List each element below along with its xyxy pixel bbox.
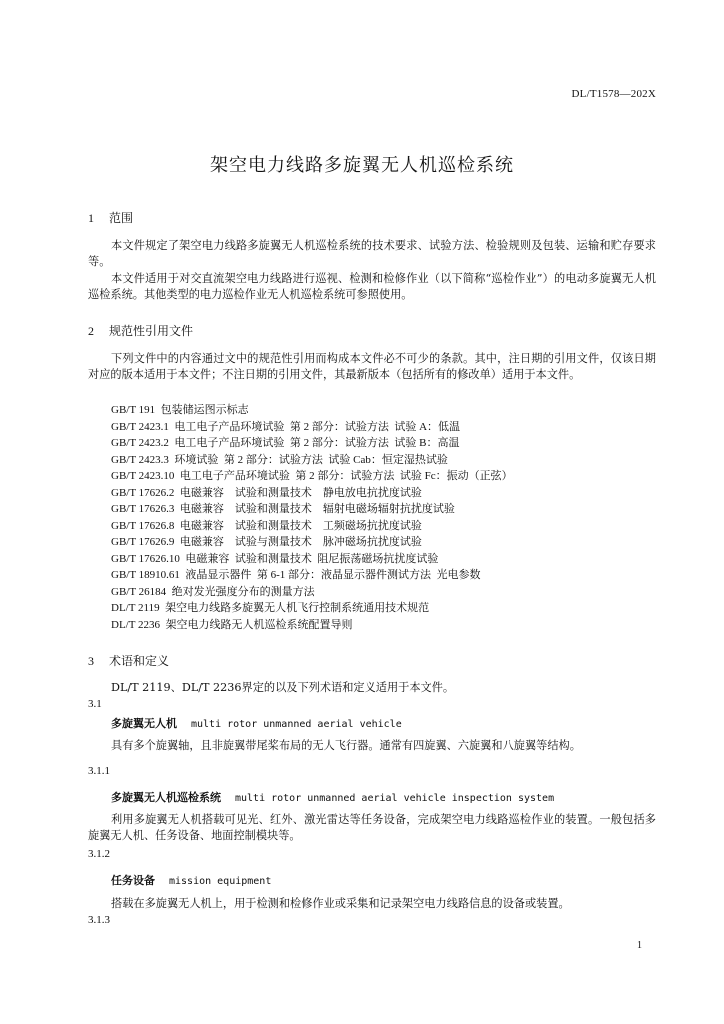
term-definition: 利用多旋翼无人机搭载可见光、红外、激光雷达等任务设备，完成架空电力线路巡检作业的装置。一般包括多旋翼无人机、任务设备、地面控制模块等。: [88, 813, 656, 842]
term-english: mission equipment: [169, 876, 272, 887]
reference-item: GB/T 17626.9 电磁兼容 试验与测量技术 脉冲磁场抗扰度试验: [111, 536, 422, 548]
term-english: multi rotor unmanned aerial vehicle: [191, 719, 402, 730]
clause-number: 3.1.2: [88, 848, 110, 860]
term-entry: [111, 789, 554, 805]
reference-item: GB/T 18910.61 液晶显示器件 第 6-1 部分：液晶显示器件测试方法 光电参数: [111, 569, 481, 581]
reference-item: GB/T 2423.1 电工电子产品环境试验 第 2 部分：试验方法 试验 A：低温: [111, 420, 461, 433]
reference-item: GB/T 2423.2 电工电子产品环境试验 第 2 部分：试验方法 试验 B：高温: [111, 437, 460, 449]
section-1-heading: [88, 209, 133, 226]
section-number: 3: [88, 654, 94, 668]
term-english: multi rotor unmanned aerial vehicle inspection system: [235, 793, 555, 804]
scope-paragraph-1: 本文件规定了架空电力线路多旋翼无人机巡检系统的技术要求、试验方法、检验规则及包装、运输和贮存要求等。: [88, 239, 656, 268]
reference-item: GB/T 2423.10 电工电子产品环境试验 第 2 部分：试验方法 试验 Fc：振动（正弦）: [111, 470, 513, 482]
page-title: 架空电力线路多旋翼无人机巡检系统: [210, 155, 514, 176]
reference-item: GB/T 17626.3 电磁兼容 试验和测量技术 辐射电磁场辐射抗扰度试验: [111, 503, 455, 515]
term-chinese: 任务设备: [111, 874, 155, 887]
reference-item: GB/T 17626.2 电磁兼容 试验和测量技术 静电放电抗扰度试验: [111, 486, 422, 499]
section-title: 规范性引用文件: [109, 324, 194, 338]
term-entry: [111, 872, 271, 888]
reference-item: DL/T 2236 架空电力线路无人机巡检系统配置导则: [111, 618, 353, 631]
clause-number: 3.1: [88, 698, 102, 710]
reference-item: GB/T 17626.10 电磁兼容 试验和测量技术 阻尼振荡磁场抗扰度试验: [111, 552, 439, 565]
section-3-heading: [88, 652, 169, 669]
reference-item: GB/T 2423.3 环境试验 第 2 部分：试验方法 试验 Cab：恒定湿热试验: [111, 453, 448, 466]
reference-item: GB/T 191 包装储运图示标志: [111, 404, 249, 416]
section-title: 术语和定义: [109, 654, 170, 668]
reference-list: [111, 402, 513, 633]
term-definition: 具有多个旋翼轴，且非旋翼带尾桨布局的无人飞行器。通常有四旋翼、六旋翼和八旋翼等结构。: [111, 739, 581, 752]
term-definition: 搭载在多旋翼无人机上，用于检测和检修作业或采集和记录架空电力线路信息的设备或装置。: [111, 897, 570, 910]
reference-item: DL/T 2119 架空电力线路多旋翼无人机飞行控制系统通用技术规范: [111, 602, 430, 614]
section-2-heading: [88, 322, 193, 339]
terms-intro: DL/T 2119、DL/T 2236界定的以及下列术语和定义适用于本文件。: [111, 681, 455, 694]
section-number: 1: [88, 211, 94, 225]
term-chinese: 多旋翼无人机巡检系统: [111, 791, 221, 804]
section-title: 范围: [109, 211, 134, 225]
normative-intro: 下列文件中的内容通过文中的规范性引用而构成本文件必不可少的条款。其中，注日期的引用文件，仅该日期对应的版本适用于本文件；不注日期的引用文件，其最新版本（包括所有的修改单）适用于本文件。: [88, 352, 656, 381]
scope-paragraph-2: 本文件适用于对交直流架空电力线路进行巡视、检测和检修作业（以下简称“巡检作业”）的电动多旋翼无人机巡检系统。其他类型的电力巡检作业无人机巡检系统可参照使用。: [88, 272, 656, 301]
clause-number: 3.1.3: [88, 914, 110, 926]
page-number: 1: [637, 940, 642, 951]
reference-item: GB/T 17626.8 电磁兼容 试验和测量技术 工频磁场抗扰度试验: [111, 519, 422, 532]
term-entry: [111, 715, 402, 731]
document-code: DL/T1578—202X: [571, 88, 656, 100]
term-chinese: 多旋翼无人机: [111, 717, 177, 730]
section-number: 2: [88, 324, 94, 338]
reference-item: GB/T 26184 绝对发光强度分布的测量方法: [111, 585, 315, 598]
clause-number: 3.1.1: [88, 765, 110, 777]
